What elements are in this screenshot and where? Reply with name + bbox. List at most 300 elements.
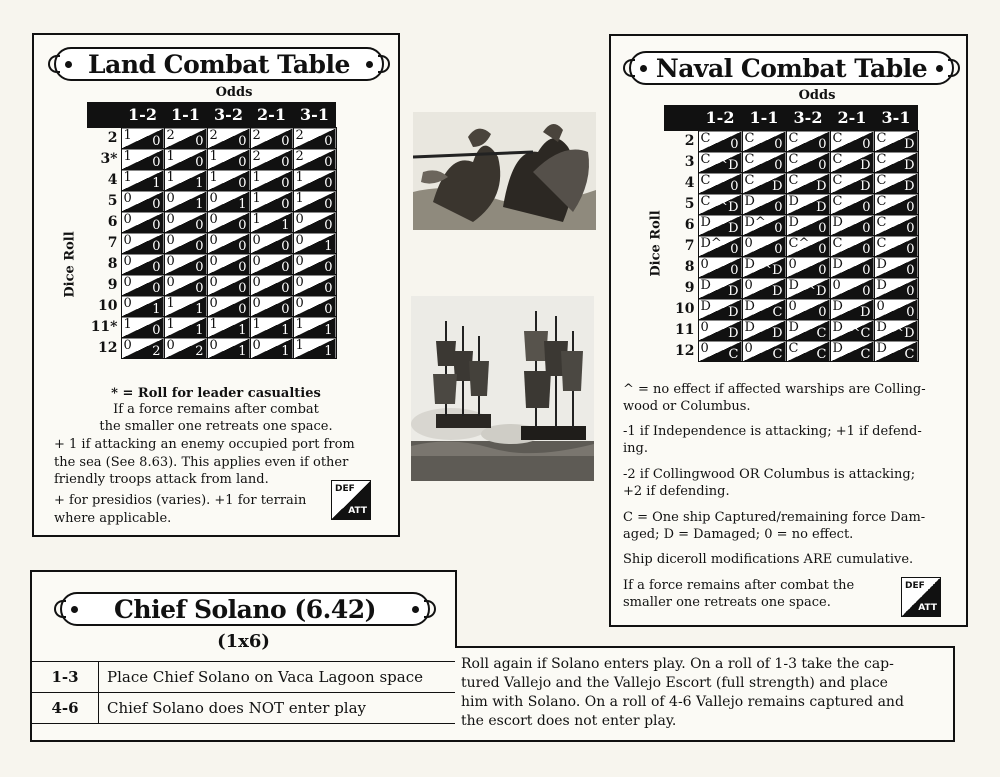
attacker-result: 0 [774, 221, 783, 236]
defender-result: 2 [295, 128, 304, 143]
result-cell [742, 320, 786, 341]
attacker-result: 0 [862, 284, 871, 299]
defender-result: 0 [700, 320, 709, 335]
solano-row-2-text: Chief Solano does NOT enter play [107, 699, 367, 717]
defender-result: 2 [209, 128, 218, 143]
defender-result: 1 [123, 128, 132, 143]
result-cell [742, 215, 786, 236]
defender-result: 1 [295, 170, 304, 185]
naval-note-4a: C = One ship Captured/remaining force Dam- [623, 510, 926, 525]
attacker-result: 0 [324, 197, 333, 212]
table-row [664, 278, 918, 299]
defender-result: 0 [166, 233, 175, 248]
result-cell [207, 254, 250, 275]
result-cell [830, 278, 874, 299]
result-cell [121, 254, 164, 275]
result-cell [293, 128, 336, 149]
dice-roll-value: 10 [98, 298, 118, 314]
solano-extra-line-2: tured Vallejo and the Vallejo Escort (full strength) and place [461, 675, 888, 691]
defender-result: D^ [744, 215, 766, 230]
result-cell [164, 233, 207, 254]
dice-roll-value: 3 [684, 154, 695, 170]
attacker-result: ^D [761, 263, 783, 278]
result-cell [830, 194, 874, 215]
naval-note-1b: wood or Columbus. [623, 399, 751, 414]
table-corner [664, 105, 698, 131]
table-row [87, 128, 336, 149]
land-note-6: + for presidios (varies). +1 for terrain [54, 493, 307, 508]
attacker-result: C [772, 305, 783, 320]
defender-result: D [876, 320, 887, 335]
result-cell [786, 173, 830, 194]
attacker-result: 0 [238, 281, 247, 296]
result-cell [207, 149, 250, 170]
attacker-result: 0 [195, 281, 204, 296]
attacker-result: 1 [238, 197, 247, 212]
attacker-result: 1 [281, 344, 290, 359]
land-combat-table [87, 102, 337, 359]
defender-result: D [832, 341, 843, 356]
defender-result: C [788, 152, 799, 167]
attacker-result: 0 [152, 218, 161, 233]
table-row [664, 341, 918, 362]
result-cell [293, 149, 336, 170]
result-cell [121, 296, 164, 317]
result-cell [742, 152, 786, 173]
result-cell [121, 275, 164, 296]
attacker-result: C [816, 326, 827, 341]
result-cell [164, 275, 207, 296]
result-cell [786, 152, 830, 173]
result-cell [293, 191, 336, 212]
land-combat-banner [54, 47, 384, 81]
defender-result: C [832, 173, 843, 188]
result-cell [698, 341, 742, 362]
defender-result: C [832, 152, 843, 167]
result-cell [698, 131, 742, 152]
defender-result: 0 [123, 233, 132, 248]
banner-dot-left [71, 606, 78, 613]
defender-result: D [744, 320, 755, 335]
result-cell [207, 317, 250, 338]
attacker-result: D [816, 200, 827, 215]
table-row [87, 212, 336, 233]
result-cell [121, 212, 164, 233]
result-cell [293, 212, 336, 233]
defender-result: C [788, 341, 799, 356]
defender-result: 0 [166, 191, 175, 206]
attacker-result: 0 [238, 239, 247, 254]
land-odds-label: Odds [215, 85, 253, 100]
result-cell [874, 173, 918, 194]
dice-roll-value: 7 [684, 238, 695, 254]
result-cell [786, 236, 830, 257]
defender-result: C [744, 173, 755, 188]
defender-result: 0 [123, 254, 132, 269]
defender-result: 0 [295, 275, 304, 290]
defender-result: C^ [788, 236, 810, 251]
result-cell [874, 341, 918, 362]
dice-roll-value: 8 [107, 256, 118, 272]
odds-header: 3-1 [874, 105, 918, 131]
defender-result: 2 [252, 128, 261, 143]
dice-roll-value: 3* [100, 151, 118, 167]
result-cell [293, 296, 336, 317]
result-cell [874, 152, 918, 173]
attacker-result: ^D [717, 200, 739, 215]
defender-result: D [832, 320, 843, 335]
defender-result: C [788, 173, 799, 188]
attacker-result: 1 [281, 218, 290, 233]
result-cell [742, 257, 786, 278]
attacker-result: 0 [906, 242, 915, 257]
naval-note-6b: smaller one retreats one space. [623, 595, 831, 610]
defender-result: 0 [209, 254, 218, 269]
attacker-result: 0 [862, 263, 871, 278]
attacker-result: 0 [238, 218, 247, 233]
attacker-result: 0 [818, 221, 827, 236]
result-cell [250, 191, 293, 212]
attacker-result: D [860, 158, 871, 173]
defender-result: C [832, 131, 843, 146]
attacker-result: 0 [152, 323, 161, 338]
defender-result: D [832, 257, 843, 272]
attacker-result: 0 [281, 302, 290, 317]
result-cell [121, 149, 164, 170]
attacker-result: D [728, 284, 739, 299]
result-cell [293, 338, 336, 359]
attacker-result: D [904, 179, 915, 194]
banner-dot-right [412, 606, 419, 613]
attacker-result: 0 [195, 155, 204, 170]
defender-result: 1 [209, 170, 218, 185]
naval-note-2b: ing. [623, 441, 648, 456]
att-label: ATT [918, 603, 937, 613]
result-cell [830, 152, 874, 173]
result-cell [164, 338, 207, 359]
attacker-result: 0 [281, 260, 290, 275]
attacker-result: 0 [152, 260, 161, 275]
table-row [664, 173, 918, 194]
defender-result: D [700, 278, 711, 293]
attacker-result: 0 [324, 218, 333, 233]
dice-roll-value: 5 [684, 196, 695, 212]
defender-result: 0 [252, 338, 261, 353]
result-cell [830, 299, 874, 320]
defender-result: C [876, 173, 887, 188]
defender-result: 1 [252, 170, 261, 185]
dice-roll-value: 4 [107, 172, 118, 188]
banner-dot-right [936, 65, 943, 72]
defender-result: 1 [252, 317, 261, 332]
result-cell [742, 131, 786, 152]
defender-result: 1 [252, 191, 261, 206]
defender-result: 0 [209, 296, 218, 311]
dice-roll-value: 7 [107, 235, 118, 251]
attacker-result: 0 [324, 281, 333, 296]
result-cell [293, 317, 336, 338]
defender-result: 2 [166, 128, 175, 143]
land-combat-panel [32, 33, 400, 537]
result-cell [250, 212, 293, 233]
attacker-result: 1 [324, 239, 333, 254]
banner-scroll-right [378, 55, 390, 73]
result-cell [250, 128, 293, 149]
defender-result: D [788, 320, 799, 335]
solano-row-1-text: Place Chief Solano on Vaca Lagoon space [107, 668, 424, 686]
odds-header: 2-1 [250, 102, 293, 128]
attacker-result: 0 [818, 137, 827, 152]
result-cell [293, 233, 336, 254]
naval-note-2 [623, 423, 922, 457]
land-note-5: friendly troops attack from land. [54, 472, 269, 487]
att-label: ATT [348, 506, 367, 516]
chief-solano-subtitle: (1x6) [217, 631, 270, 652]
attacker-result: 1 [195, 176, 204, 191]
naval-note-5: Ship diceroll modifications ARE cumulative. [623, 552, 914, 567]
defender-result: D^ [700, 236, 722, 251]
defender-result: D [876, 278, 887, 293]
naval-note-4b: aged; D = Damaged; 0 = no effect. [623, 527, 854, 542]
defender-result: 0 [295, 296, 304, 311]
naval-odds-label: Odds [798, 88, 836, 103]
attacker-result: 1 [195, 323, 204, 338]
result-cell [121, 338, 164, 359]
defender-result: 0 [876, 299, 885, 314]
table-row [87, 191, 336, 212]
solano-row-2-roll: 4-6 [32, 693, 99, 723]
defender-result: 0 [700, 341, 709, 356]
attacker-result: 0 [152, 197, 161, 212]
defender-result: 0 [788, 299, 797, 314]
solano-row-2 [32, 692, 455, 724]
solano-row-1-roll: 1-3 [32, 662, 99, 692]
defender-result: 1 [166, 170, 175, 185]
attacker-result: D [860, 305, 871, 320]
naval-combat-banner [629, 51, 954, 85]
result-cell [164, 212, 207, 233]
result-cell [164, 317, 207, 338]
result-cell [830, 257, 874, 278]
attacker-result: 0 [906, 221, 915, 236]
result-cell [698, 278, 742, 299]
result-cell [250, 338, 293, 359]
result-cell [207, 275, 250, 296]
result-cell [207, 338, 250, 359]
dice-roll-value: 11* [90, 319, 118, 335]
odds-header: 1-2 [698, 105, 742, 131]
result-cell [121, 170, 164, 191]
dice-roll-value: 2 [684, 133, 695, 149]
defender-result: C [832, 236, 843, 251]
naval-def-att-key [901, 577, 941, 617]
attacker-result: 0 [730, 179, 739, 194]
defender-result: 0 [123, 191, 132, 206]
odds-header: 2-1 [830, 105, 874, 131]
result-cell [786, 299, 830, 320]
dice-roll-value: 8 [684, 259, 695, 275]
defender-result: C [876, 194, 887, 209]
result-cell [874, 236, 918, 257]
banner-scroll-right [948, 59, 960, 77]
attacker-result: 0 [906, 200, 915, 215]
banner-scroll-left [623, 59, 635, 77]
attacker-result: 0 [324, 260, 333, 275]
defender-result: 0 [700, 257, 709, 272]
naval-note-4 [623, 509, 925, 543]
attacker-result: D [816, 179, 827, 194]
result-cell [874, 257, 918, 278]
naval-dice-roll-label: Dice Roll [648, 210, 664, 277]
table-row [664, 152, 918, 173]
naval-note-3 [623, 466, 915, 500]
attacker-result: 0 [906, 305, 915, 320]
result-cell [250, 233, 293, 254]
attacker-result: 0 [818, 242, 827, 257]
defender-result: 0 [252, 275, 261, 290]
attacker-result: 0 [818, 263, 827, 278]
result-cell [786, 257, 830, 278]
result-cell [121, 128, 164, 149]
attacker-result: 0 [281, 155, 290, 170]
attacker-result: D [728, 326, 739, 341]
defender-result: 0 [209, 212, 218, 227]
result-cell [698, 194, 742, 215]
attacker-result: ^D [717, 158, 739, 173]
dice-roll-value: 6 [107, 214, 118, 230]
defender-result: D [788, 278, 799, 293]
odds-header: 3-2 [786, 105, 830, 131]
attacker-result: C [860, 347, 871, 362]
defender-result: 1 [123, 170, 132, 185]
attacker-result: D [860, 179, 871, 194]
chief-solano-title: Chief Solano (6.42) [114, 594, 376, 624]
attacker-result: C [816, 347, 827, 362]
result-cell [742, 236, 786, 257]
result-cell [830, 236, 874, 257]
chief-solano-panel [30, 570, 457, 742]
naval-combat-panel [609, 34, 968, 627]
dice-roll-value: 4 [684, 175, 695, 191]
attacker-result: D [728, 305, 739, 320]
chief-solano-banner [60, 592, 430, 626]
defender-result: 2 [295, 149, 304, 164]
attacker-result: 0 [906, 284, 915, 299]
result-cell [698, 299, 742, 320]
defender-result: 1 [123, 317, 132, 332]
dice-roll-value: 9 [107, 277, 118, 293]
defender-result: C [876, 131, 887, 146]
attacker-result: 0 [152, 134, 161, 149]
banner-scroll-left [54, 600, 66, 618]
result-cell [830, 320, 874, 341]
attacker-result: 0 [862, 221, 871, 236]
result-cell [742, 341, 786, 362]
land-note-1: If a force remains after combat [113, 402, 319, 417]
attacker-result: ^C [849, 326, 871, 341]
attacker-result: 0 [818, 305, 827, 320]
naval-note-1a: ^ = no effect if affected warships are Colling- [623, 382, 926, 397]
result-cell [830, 131, 874, 152]
odds-header: 3-2 [207, 102, 250, 128]
attacker-result: 0 [281, 134, 290, 149]
defender-result: 0 [252, 233, 261, 248]
result-cell [207, 128, 250, 149]
table-row [664, 194, 918, 215]
defender-result: D [700, 215, 711, 230]
result-cell [164, 254, 207, 275]
table-row [87, 170, 336, 191]
attacker-result: 0 [195, 260, 204, 275]
attacker-result: ^D [893, 326, 915, 341]
result-cell [164, 149, 207, 170]
solano-extra-text [461, 655, 904, 731]
attacker-result: 0 [862, 242, 871, 257]
defender-result: 0 [744, 278, 753, 293]
defender-result: 0 [744, 341, 753, 356]
dice-roll-value: 9 [684, 280, 695, 296]
solano-extra-line-1: Roll again if Solano enters play. On a roll of 1-3 take the cap- [461, 656, 894, 672]
attacker-result: 0 [281, 176, 290, 191]
defender-result: 1 [166, 317, 175, 332]
defender-result: 1 [295, 191, 304, 206]
banner-scroll-left [48, 55, 60, 73]
result-cell [293, 170, 336, 191]
attacker-result: C [728, 347, 739, 362]
attacker-result: 1 [238, 344, 247, 359]
odds-header: 1-1 [164, 102, 207, 128]
attacker-result: 0 [324, 302, 333, 317]
result-cell [121, 317, 164, 338]
defender-result: C [744, 152, 755, 167]
defender-result: 0 [295, 233, 304, 248]
table-row [664, 131, 918, 152]
solano-extra-panel [455, 646, 955, 742]
result-cell [698, 320, 742, 341]
attacker-result: 1 [238, 323, 247, 338]
attacker-result: 0 [774, 137, 783, 152]
attacker-result: 0 [730, 242, 739, 257]
defender-result: 1 [166, 296, 175, 311]
attacker-result: 0 [281, 197, 290, 212]
table-row [87, 275, 336, 296]
defender-result: 0 [744, 236, 753, 251]
land-combat-title: Land Combat Table [88, 49, 350, 79]
attacker-result: 0 [238, 134, 247, 149]
attacker-result: 0 [152, 155, 161, 170]
attacker-result: 0 [730, 263, 739, 278]
attacker-result: ^D [805, 284, 827, 299]
defender-result: 0 [209, 338, 218, 353]
result-cell [121, 233, 164, 254]
defender-result: D [700, 299, 711, 314]
defender-result: 1 [252, 212, 261, 227]
result-cell [164, 128, 207, 149]
result-cell [742, 194, 786, 215]
result-cell [698, 236, 742, 257]
defender-result: C [700, 173, 711, 188]
attacker-result: D [772, 326, 783, 341]
defender-result: 0 [166, 338, 175, 353]
cavalry-charge-illustration [413, 112, 596, 230]
naval-combat-table [664, 105, 919, 362]
land-leader-note: * = Roll for leader casualties [111, 386, 321, 401]
result-cell [250, 275, 293, 296]
defender-result: 0 [252, 296, 261, 311]
defender-result: 0 [209, 191, 218, 206]
table-row [664, 215, 918, 236]
solano-row-1 [32, 661, 455, 692]
